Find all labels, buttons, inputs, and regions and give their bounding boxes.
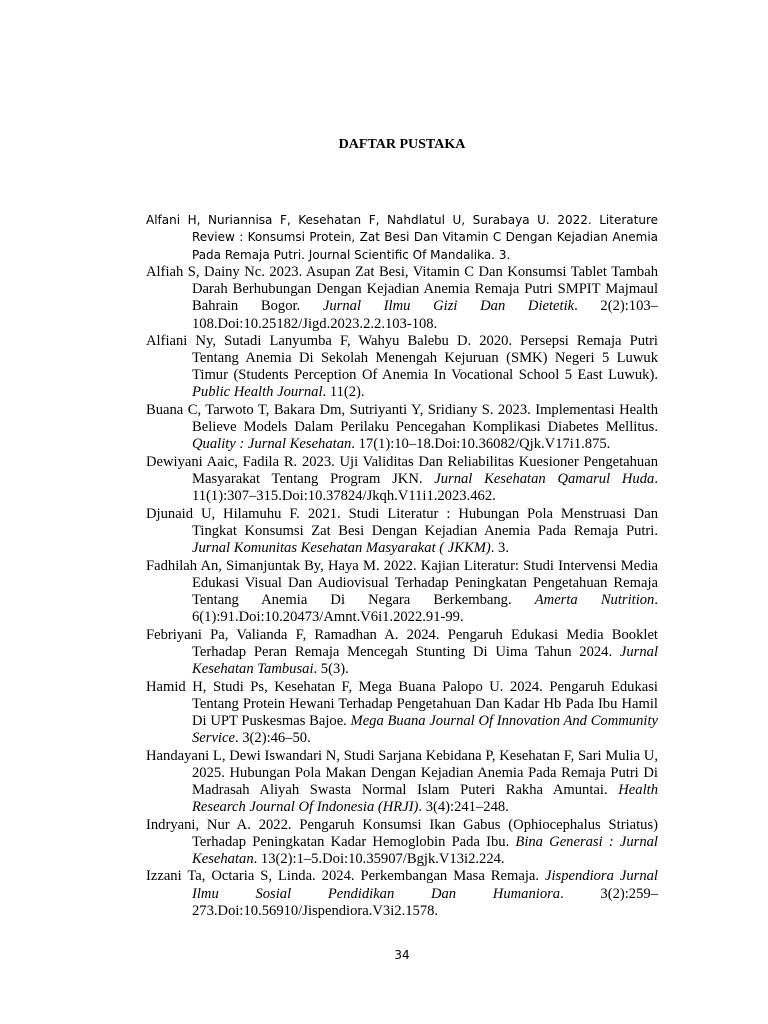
reference-journal: Mega Buana Journal Of Innovation And Community Service [192,712,658,746]
reference-entry [146,333,658,401]
reference-journal: Jispendiora Jurnal Ilmu Sosial Pendidikan Dan Humaniora [192,868,658,902]
reference-journal: Bina Generasi : Jurnal Kesehatan [192,833,658,867]
reference-journal: Amerta Nutrition [534,591,655,608]
reference-text: Hamid H, Studi Ps, Kesehatan F, Mega Buana Palopo U. 2024. Pengaruh Edukasi Tentang Protein Hewani Terhadap Pengetahuan Dan Kadar Hb Pada Ibu Hamil Di UPT Puskesmas Bajoe. [146,678,658,729]
reference-journal: Jurnal Kesehatan Tambusai [192,643,658,677]
reference-entry [146,454,658,505]
reference-entry [146,679,658,747]
reference-text: Handayani L, Dewi Iswandari N, Studi Sarjana Kebidana P, Kesehatan F, Sari Mulia U, 2025. Hubungan Pola Makan Dengan Kejadian Anemia Pada Remaja Putri Di Madrasah Aliyah Swasta Normal Islam Puteri Rakha Amuntai. [146,747,658,798]
reference-entry [146,212,658,264]
reference-entry [146,402,658,453]
reference-journal: Jurnal Komunitas Kesehatan Masyarakat ( JKKM) [192,540,491,557]
reference-text: Dewiyani Aaic, Fadila R. 2023. Uji Validitas Dan Reliabilitas Kuesioner Pengetahuan Masyarakat Tentang Program JKN. [146,454,658,488]
reference-details: . 13(2):1–5.Doi:10.35907/Bgjk.V13i2.224. [253,850,505,867]
reference-details: . 17(1):10–18.Doi:10.36082/Qjk.V17i1.875. [351,436,611,453]
reference-text: Buana C, Tarwoto T, Bakara Dm, Sutriyanti Y, Sridiany S. 2023. Implementasi Health Believe Models Dalam Perilaku Pencegahan Komplikasi Diabetes Mellitus. [146,402,658,436]
reference-entry [146,748,658,816]
reference-text: Alfani H, Nuriannisa F, Kesehatan F, Nahdlatul U, Surabaya U. 2022. Literature Review : Konsumsi Protein, Zat Besi Dan Vitamin C Dengan Kejadian Anemia Pada Remaja Putri. Journal Scientific Of Mandalika. 3. [146,213,658,262]
reference-text: Izzani Ta, Octaria S, Linda. 2024. Perkembangan Masa Remaja. [146,868,545,885]
reference-text: Alfiah S, Dainy Nc. 2023. Asupan Zat Besi, Vitamin C Dan Konsumsi Tablet Tambah Darah Berhubungan Dengan Kejadian Anemia Remaja Putri SMPIT Majmaul Bahrain Bogor. [146,264,658,315]
reference-details: . 3(2):259–273.Doi:10.56910/Jispendiora.V3i2.1578. [192,885,658,919]
reference-list [146,212,658,920]
reference-text: Febriyani Pa, Valianda F, Ramadhan A. 2024. Pengaruh Edukasi Media Booklet Terhadap Peran Remaja Mencegah Stunting Di Uima Tahun 2024. [146,626,658,660]
reference-text: Alfiani Ny, Sutadi Lanyumba F, Wahyu Balebu D. 2020. Persepsi Remaja Putri Tentang Anemia Di Sekolah Menengah Kejuruan (SMK) Negeri 5 Luwuk Timur (Students Perception Of Anemia In Vocational School 5 East Luwuk). [146,333,658,384]
reference-journal: Quality : Jurnal Kesehatan [192,436,352,453]
reference-entry [146,506,658,557]
page-title: DAFTAR PUSTAKA [338,137,466,152]
reference-details: . 5(3). [313,660,349,677]
reference-details: . 3(4):241–248. [418,798,509,815]
page-number: 34 [394,948,410,962]
reference-text: Fadhilah An, Simanjuntak By, Haya M. 2022. Kajian Literatur: Studi Intervensi Media Edukasi Visual Dan Audiovisual Terhadap Peningkatan Pengetahuan Remaja Tentang Anemia Di Negara Berkembang. [146,557,658,608]
reference-journal: Health Research Journal Of Indonesia (HRJI) [192,781,658,815]
reference-details: . 11(2). [322,384,365,401]
reference-entry [146,264,658,332]
reference-journal: Public Health Journal [192,384,323,401]
reference-text: Indryani, Nur A. 2022. Pengaruh Konsumsi Ikan Gabus (Ophiocephalus Striatus) Terhadap Peningkatan Kadar Hemoglobin Pada Ibu. [146,816,658,850]
reference-journal: Jurnal Kesehatan Qamarul Huda [434,471,655,488]
reference-entry [146,817,658,868]
reference-details: . 2(2):103–108.Doi:10.25182/Jigd.2023.2.2.103-108. [192,298,658,332]
reference-details: . 3. [490,540,509,557]
reference-text: Djunaid U, Hilamuhu F. 2021. Studi Literatur : Hubungan Pola Menstruasi Dan Tingkat Konsumsi Zat Besi Dengan Kejadian Anemia Pada Remaja Putri. [146,505,658,539]
reference-details: . 6(1):91.Doi:10.20473/Amnt.V6i1.2022.91-99. [192,591,658,626]
reference-journal: Jurnal Ilmu Gizi Dan Dietetik [322,298,575,315]
reference-entry [146,627,658,678]
reference-entry [146,868,658,919]
reference-details: . 3(2):46–50. [234,729,311,746]
reference-details: . 11(1):307–315.Doi:10.37824/Jkqh.V11i1.2023.462. [192,471,658,505]
reference-entry [146,558,658,626]
